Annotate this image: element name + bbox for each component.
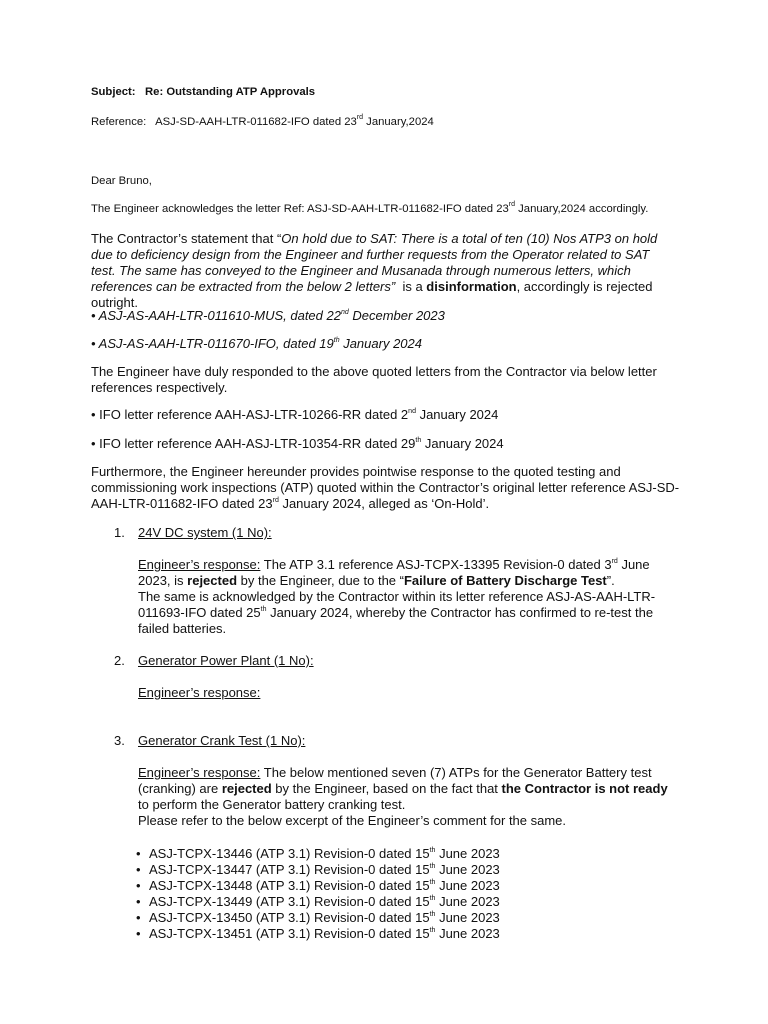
bullet-icon: • — [136, 910, 141, 925]
quoted-letter-sup: nd — [340, 308, 349, 316]
statement-mid: is a — [395, 279, 427, 294]
statement-post: , accordingly is rejected outright. — [91, 279, 653, 310]
greeting: Dear Bruno, — [91, 175, 152, 187]
atp-sup: th — [429, 910, 436, 918]
item-3-response-text: The below mentioned seven (7) ATPs for the Generator Battery test (cranking) are — [138, 765, 652, 796]
furthermore-paragraph — [91, 464, 681, 512]
ack-text-post: January,2024 accordingly. — [515, 203, 649, 215]
reference-text-post: January,2024 — [363, 116, 434, 128]
item-2-response-label: Engineer’s response: — [138, 685, 261, 700]
statement-quote: On hold due to SAT: There is a total of ten (10) Nos ATP3 on hold due to deficiency design from the Engineer and further requests from the Operator related to SAT test. The same has conveyed to the Engineer and Musanada through numerous letters, which references can be extracted from the below 2 letters” — [91, 231, 658, 294]
atp-sup: th — [429, 862, 436, 870]
list-item — [136, 878, 500, 894]
quoted-letter-text: • ASJ-AS-AAH-LTR-011670-IFO, dated 19 — [91, 336, 334, 351]
item-1-response-text: The ATP 3.1 reference ASJ-TCPX-13395 Revision-0 dated 3 — [260, 557, 612, 572]
atp-sup: th — [429, 846, 436, 854]
list-item — [136, 862, 500, 878]
item-3-response-mid: by the Engineer, based on the fact that — [271, 781, 502, 796]
ack-sup: rd — [508, 201, 516, 209]
atp-text: ASJ-TCPX-13449 (ATP 3.1) Revision-0 dated 15 — [149, 894, 430, 909]
item-2-response — [138, 685, 678, 701]
item-1-response-text2: The same is acknowledged by the Contractor within its letter reference ASJ-AS-AAH-LTR-011693-IFO dated 25 — [138, 589, 656, 620]
reference-sup: rd — [356, 114, 364, 122]
item-1-response-mid2: by the Engineer, due to the “ — [237, 573, 404, 588]
ifo-letter-text-post: January 2024 — [415, 407, 499, 422]
ifo-letter-text: • IFO letter reference AAH-ASJ-LTR-10354-RR dated 29 — [91, 436, 416, 451]
atp-text: ASJ-TCPX-13448 (ATP 3.1) Revision-0 dated 15 — [149, 878, 430, 893]
responded-paragraph: The Engineer have duly responded to the above quoted letters from the Contractor via below letter references respectively. — [91, 364, 657, 395]
subject-line — [91, 85, 691, 100]
item-1-response-bold: rejected — [187, 573, 238, 588]
item-3-response-bold: rejected — [221, 781, 272, 796]
item-3-number: 3. — [114, 733, 125, 748]
reference-text: ASJ-SD-AAH-LTR-011682-IFO dated 23 — [155, 116, 357, 128]
item-3-response-text2: Please refer to the below excerpt of the Engineer’s comment for the same. — [138, 813, 567, 828]
atp-text-post: June 2023 — [435, 878, 500, 893]
item-1-response — [138, 557, 678, 637]
atp-text-post: June 2023 — [435, 894, 500, 909]
item-1-response-bold2: Failure of Battery Discharge Test — [403, 573, 607, 588]
reference-label: Reference: — [91, 116, 147, 128]
furthermore-text: Furthermore, the Engineer hereunder provides pointwise response to the quoted testing and commissioning work inspections (ATP) quoted within the Contractor’s original letter reference ASJ-SD-AAH-LTR-011682-IFO dated 23 — [91, 464, 680, 511]
bullet-icon: • — [136, 846, 141, 861]
atp-list — [136, 846, 500, 942]
item-3-response — [138, 765, 678, 829]
atp-text: ASJ-TCPX-13446 (ATP 3.1) Revision-0 dated 15 — [149, 846, 430, 861]
item-1-response-label: Engineer’s response: — [138, 557, 261, 572]
item-1-response-mid: June 2023, is — [138, 557, 650, 588]
atp-text: ASJ-TCPX-13451 (ATP 3.1) Revision-0 dated 15 — [149, 926, 430, 941]
subject-text: Re: Outstanding ATP Approvals — [145, 86, 316, 98]
item-1-number: 1. — [114, 525, 125, 540]
statement-bold: disinformation — [426, 279, 517, 294]
item-1-response-sup2: th — [260, 605, 267, 613]
atp-text-post: June 2023 — [435, 926, 500, 941]
atp-text-post: June 2023 — [435, 862, 500, 877]
ifo-letter-text-post: January 2024 — [421, 436, 504, 451]
item-1-response-post: ”. — [606, 573, 615, 588]
quoted-letter-text-post: December 2023 — [348, 308, 445, 323]
quoted-letter-2 — [91, 336, 691, 352]
quoted-letter-text: • ASJ-AS-AAH-LTR-011610-MUS, dated 22 — [91, 308, 341, 323]
bullet-icon: • — [136, 926, 141, 941]
list-item — [136, 926, 500, 942]
ifo-letter-1 — [91, 407, 691, 423]
ifo-letter-sup: th — [415, 436, 422, 444]
item-3-response-bold2: the Contractor is not ready — [501, 781, 668, 796]
atp-text: ASJ-TCPX-13450 (ATP 3.1) Revision-0 dated 15 — [149, 910, 430, 925]
furthermore-sup: rd — [272, 496, 279, 504]
ifo-letter-2 — [91, 436, 691, 452]
atp-sup: th — [429, 878, 436, 886]
item-3-response-label: Engineer’s response: — [138, 765, 261, 780]
subject-label: Subject: — [91, 86, 136, 98]
item-2-number: 2. — [114, 653, 125, 668]
list-item — [136, 846, 500, 862]
item-1-title: 24V DC system (1 No): — [138, 525, 272, 540]
item-2-title: Generator Power Plant (1 No): — [138, 653, 314, 668]
item-1-response-text2-post: January 2024, whereby the Contractor has confirmed to re-test the failed batteries. — [138, 605, 654, 636]
atp-text-post: June 2023 — [435, 910, 500, 925]
acknowledgement — [91, 202, 711, 217]
item-3-title: Generator Crank Test (1 No): — [138, 733, 306, 748]
atp-text-post: June 2023 — [435, 846, 500, 861]
furthermore-text-post: January 2024, alleged as ‘On-Hold’. — [278, 496, 490, 511]
bullet-icon: • — [136, 894, 141, 909]
atp-text: ASJ-TCPX-13447 (ATP 3.1) Revision-0 dated 15 — [149, 862, 430, 877]
bullet-icon: • — [136, 878, 141, 893]
statement-pre: The Contractor’s statement that “ — [91, 231, 282, 246]
item-1-response-sup: rd — [611, 557, 618, 565]
ack-text: The Engineer acknowledges the letter Ref: ASJ-SD-AAH-LTR-011682-IFO dated 23 — [91, 203, 509, 215]
bullet-icon: • — [136, 862, 141, 877]
contractor-statement — [91, 231, 671, 311]
ifo-letter-sup: nd — [408, 407, 416, 415]
quoted-letter-text-post: January 2024 — [339, 336, 422, 351]
ifo-letter-text: • IFO letter reference AAH-ASJ-LTR-10266-RR dated 2 — [91, 407, 409, 422]
reference-line — [91, 115, 691, 130]
item-3-response-post: to perform the Generator battery cranking test. — [138, 797, 406, 812]
list-item — [136, 894, 500, 910]
quoted-letter-1 — [91, 308, 691, 324]
list-item — [136, 910, 500, 926]
quoted-letter-sup: th — [333, 336, 340, 344]
atp-sup: th — [429, 926, 436, 934]
atp-sup: th — [429, 894, 436, 902]
